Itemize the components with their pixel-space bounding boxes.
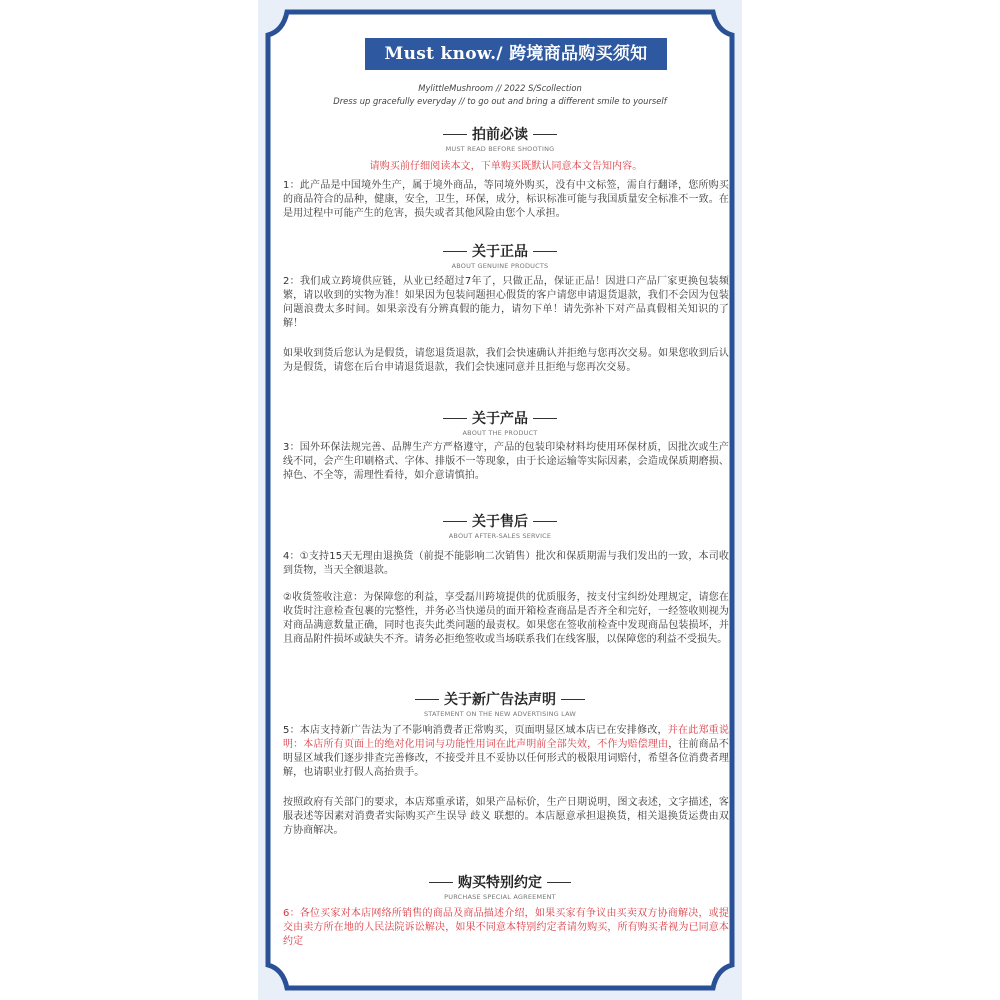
purchase-notice: 请购买前仔细阅读本文，下单购买既默认同意本文告知内容。: [369, 161, 643, 172]
paragraph-4: 4：①支持15天无理由退换货（前提不能影响二次销售）批次和保质期需与我们发出的一致，本司收到货物，当天全额退款。: [283, 551, 729, 576]
dash-left: [443, 251, 467, 253]
statement-text-cont: ，往前商品不明显区域我们逐步排查完善修改，不接受并且不妥协以任何形式的极限用词赔付，希望各位消费者理解，也请职业打假人高抬贵手。: [283, 739, 729, 778]
paragraph-2: 2：我们成立跨境供应链，从业已经超过7年了，只做正品，保证正品！因进口产品厂家更换包装频繁，请以收到的实物为准！如果因为包装问题担心假货的客户请您申请退货退款，我们不会因为包装问题浪费太多时间。如果亲没有分辨真假的能力，请勿下单！请先弥补下对产品真假相关知识的了解！: [283, 276, 729, 329]
slogan-tagline: Dress up gracefully everyday // to go out and bring a different smile to yourself: [333, 96, 667, 106]
dash-left: [443, 521, 467, 523]
paragraph-1: 1：此产品是中国境外生产，属于境外商品，等同境外购买，没有中文标签，需自行翻译，您所购买的商品符合的品种，健康，安全，卫生，环保，成分，标识标准可能与我国质量安全标准不一致。在是用过程中可能产生的危害，损失或者其他风险由您个人承担。: [283, 180, 729, 219]
section-subtitle: ABOUT THE PRODUCT: [462, 429, 538, 437]
section-title: 关于产品: [472, 411, 528, 427]
statement-warning: 并在此郑重说明：本店所有页面上的绝对化用词与功能性用词在此声明前全部失效，不作为赔偿理由: [283, 725, 729, 750]
dash-left: [415, 699, 439, 701]
section-subtitle: PURCHASE SPECIAL AGREEMENT: [444, 893, 556, 901]
paragraph-3: 3：国外环保法规完善、品牌生产方严格遵守，产品的包装印染材料均使用环保材质，因批次或生产线不同，会产生印刷格式、字体、排版不一等现象，由于长途运输等实际因素，会造成保质期磨损、掉色、不全等，需理性看待，如介意请慎拍。: [283, 442, 729, 481]
section-subtitle: ABOUT GENUINE PRODUCTS: [451, 262, 549, 270]
dash-right: [561, 699, 585, 701]
paragraph-6: 6：各位买家对本店网络所销售的商品及商品描述介绍，如果买家有争议由买卖双方协商解决，或提交由卖方所在地的人民法院诉讼解决，如果不同意本特别约定者请勿购买，所有购买者视为已同意本约定: [283, 908, 729, 947]
dash-right: [533, 418, 557, 420]
section-title: 关于正品: [472, 244, 528, 260]
paragraph-5: [283, 724, 729, 780]
section-title: 关于新广告法声明: [444, 692, 556, 708]
dash-right: [547, 882, 571, 884]
title-banner: Must know./ 跨境商品购买须知: [365, 38, 667, 70]
section-header-after-sales: [275, 511, 725, 541]
dash-right: [533, 134, 557, 136]
paragraph-2b: 如果收到货后您认为是假货，请您退货退款，我们会快速确认并拒绝与您再次交易。如果您收到后认为是假货，请您在后台申请退货退款，我们会快速同意并且拒绝与您再次交易。: [283, 348, 729, 373]
section-title: 购买特别约定: [458, 875, 542, 891]
section-header-special-agreement: [275, 872, 725, 902]
section-subtitle: ABOUT AFTER-SALES SERVICE: [448, 532, 552, 540]
paragraph-5b: 按照政府有关部门的要求，本店郑重承诺，如果产品标价，生产日期说明，图文表述，文字描述，客服表述等因素对消费者实际购买产生误导 歧义 联想的。本店愿意承担退换货，相关退换货运费由双方协商解决。: [283, 797, 729, 836]
frame-content: [275, 9, 729, 991]
section-subtitle: STATEMENT ON THE NEW ADVERTISING LAW: [423, 710, 577, 718]
statement-text: 5：本店支持新广告法为了不影响消费者正常购买，页面明显区域本店已在安排修改，: [283, 725, 668, 736]
section-title: 关于售后: [472, 514, 528, 530]
section-header-genuine: [275, 241, 725, 271]
notice-sheet: [258, 0, 742, 1000]
ornate-frame: [265, 9, 735, 991]
section-title: 拍前必读: [472, 127, 528, 143]
dash-left: [429, 882, 453, 884]
section-header-advertising-law: [275, 689, 725, 719]
section-subtitle: MUST READ BEFORE SHOOTING: [445, 145, 555, 153]
section-header-must-read: [275, 124, 725, 154]
paragraph-4b: ②收货签收注意：为保障您的利益，享受磊川跨境提供的优质服务，按支付宝纠纷处理规定，请您在收货时注意检查包裹的完整性，并务必当快递员的面开箱检查商品是否齐全和完好，一经签收则视为对商品满意数量正确，同时也丧失此类问题的最责权。如果您在签收前检查中发现商品包装损坏，并且商品附件损坏或缺失不齐。请务必拒绝签收或当场联系我们在线客服，以保障您的利益不受损失。: [283, 592, 729, 645]
dash-right: [533, 251, 557, 253]
dash-left: [443, 134, 467, 136]
brand-tagline: MylittleMushroom // 2022 S/Scollection: [418, 83, 582, 93]
dash-right: [533, 521, 557, 523]
dash-left: [443, 418, 467, 420]
section-header-product: [275, 408, 725, 438]
